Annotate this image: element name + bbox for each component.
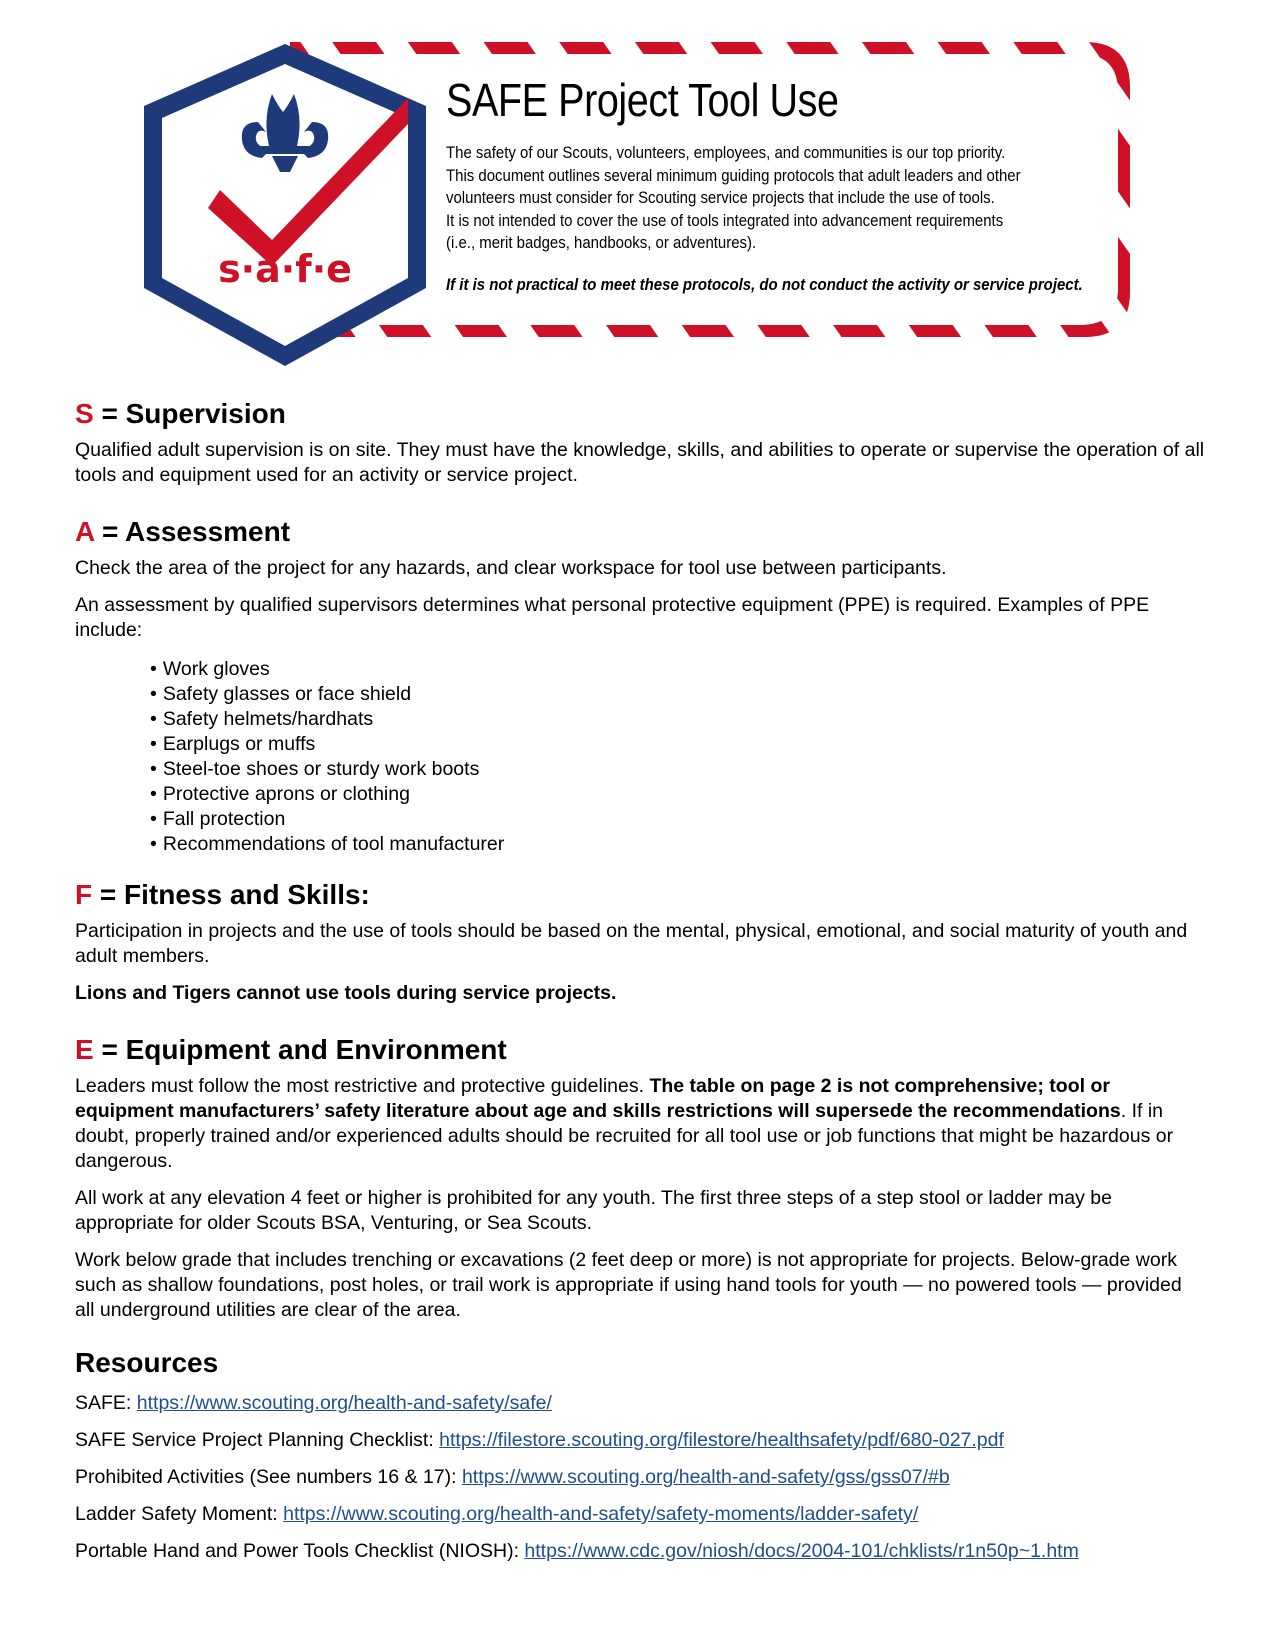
intro-paragraph [446, 142, 1106, 296]
equipment-paragraph [75, 1074, 1205, 1174]
list-item: • Work gloves [150, 657, 1205, 682]
list-item: • Safety helmets/hardhats [150, 707, 1205, 732]
list-item: • Protective aprons or clothing [150, 782, 1205, 807]
header-text-block [446, 70, 1106, 296]
logo-text: s·a·f·e [218, 247, 352, 291]
assessment-paragraph: An assessment by qualified supervisors determines what personal protective equipment (PPE) is required. Examples of PPE include: [75, 594, 1150, 641]
intro-line: (i.e., merit badges, handbooks, or adventures). [446, 233, 757, 252]
section-heading [75, 398, 1205, 430]
resource-item [75, 1428, 1205, 1453]
resource-item [75, 1539, 1205, 1564]
section-equipment [75, 1034, 1205, 1323]
resource-link[interactable]: https://www.scouting.org/health-and-safety/safety-moments/ladder-safety/ [283, 1503, 919, 1525]
section-fitness [75, 879, 1205, 1006]
section-resources [75, 1347, 1205, 1564]
resource-label: SAFE: [75, 1392, 137, 1414]
section-heading-text: = Fitness and Skills: [92, 879, 370, 910]
resource-link[interactable]: https://filestore.scouting.org/filestore/healthsafety/pdf/680-027.pdf [439, 1429, 1004, 1451]
section-supervision [75, 398, 1205, 488]
list-item: • Steel-toe shoes or sturdy work boots [150, 757, 1205, 782]
resource-label: Prohibited Activities (See numbers 16 & 17): [75, 1466, 462, 1488]
resource-label: Ladder Safety Moment: [75, 1503, 284, 1525]
section-letter: F [75, 879, 93, 910]
section-heading [75, 516, 1205, 548]
section-heading-text: = Equipment and Environment [93, 1034, 507, 1065]
equipment-paragraph: Work below grade that includes trenching or excavations (2 feet deep or more) is not appropriate for projects. Below-grade work such as shallow foundations, post holes, or trail work is appropriate if using hand tools for youth — no powered tools — provided all underground utilities are clear of the area. [75, 1249, 1182, 1321]
intro-line: The safety of our Scouts, volunteers, employees, and communities is our top priority. [446, 143, 1006, 162]
section-heading-text: = Supervision [93, 398, 286, 429]
section-assessment [75, 516, 1205, 857]
section-heading-text: = Assessment [94, 516, 291, 547]
safe-shield-logo [140, 40, 430, 370]
fitness-paragraph: Participation in projects and the use of tools should be based on the mental, physical, emotional, and social maturity of youth and adult members. [75, 920, 1188, 967]
resource-link[interactable]: https://www.cdc.gov/niosh/docs/2004-101/chklists/r1n50p~1.htm [524, 1540, 1079, 1562]
list-item: • Earplugs or muffs [150, 732, 1205, 757]
ppe-list [75, 657, 1205, 857]
resource-item [75, 1391, 1205, 1416]
section-heading [75, 1034, 1205, 1066]
list-item: • Recommendations of tool manufacturer [150, 832, 1205, 857]
section-heading [75, 879, 1205, 911]
section-letter: E [75, 1034, 94, 1065]
assessment-paragraph: Check the area of the project for any hazards, and clear workspace for tool use between participants. [75, 557, 947, 579]
page-title: SAFE Project Tool Use [446, 74, 839, 126]
resources-heading: Resources [75, 1347, 219, 1378]
resource-link[interactable]: https://www.scouting.org/health-and-safety/safe/ [136, 1392, 552, 1414]
resource-item [75, 1465, 1205, 1490]
list-item: • Fall protection [150, 807, 1205, 832]
supervision-body: Qualified adult supervision is on site. They must have the knowledge, skills, and abilities to operate or supervise the operation of all tools and equipment used for an activity or service project. [75, 439, 1205, 486]
resource-link[interactable]: https://www.scouting.org/health-and-safety/gss/gss07/#b [461, 1466, 950, 1488]
fitness-restriction: Lions and Tigers cannot use tools during service projects. [75, 982, 617, 1004]
resource-item [75, 1502, 1205, 1527]
section-letter: A [75, 516, 95, 547]
resource-label: Portable Hand and Power Tools Checklist (NIOSH): [75, 1540, 525, 1562]
intro-line: It is not intended to cover the use of tools integrated into advancement requirements [446, 210, 1004, 230]
equipment-paragraph: All work at any elevation 4 feet or higher is prohibited for any youth. The first three steps of a step stool or ladder may be appropriate for older Scouts BSA, Venturing, or Sea Scouts. [75, 1187, 1112, 1234]
equipment-text: . If in doubt, properly trained and/or experienced adults should be recruited for all tool use or job functions that might be hazardous or dangerous. [75, 1100, 1174, 1172]
equipment-text: Leaders must follow the most restrictive and protective guidelines. [75, 1075, 650, 1097]
list-item: • Safety glasses or face shield [150, 682, 1205, 707]
main-content [75, 398, 1205, 1576]
equipment-emphasis: The table on page 2 is not comprehensive; tool or equipment manufacturers’ safety literature about age and skills restrictions will supersede the recommendations [75, 1075, 1121, 1122]
intro-line: volunteers must consider for Scouting service projects that include the use of tools. [446, 188, 995, 207]
warning-statement: If it is not practical to meet these protocols, do not conduct the activity or service project. [446, 274, 1083, 294]
resource-label: SAFE Service Project Planning Checklist: [75, 1429, 440, 1451]
intro-line: This document outlines several minimum guiding protocols that adult leaders and other [446, 165, 1021, 185]
section-letter: S [75, 398, 94, 429]
